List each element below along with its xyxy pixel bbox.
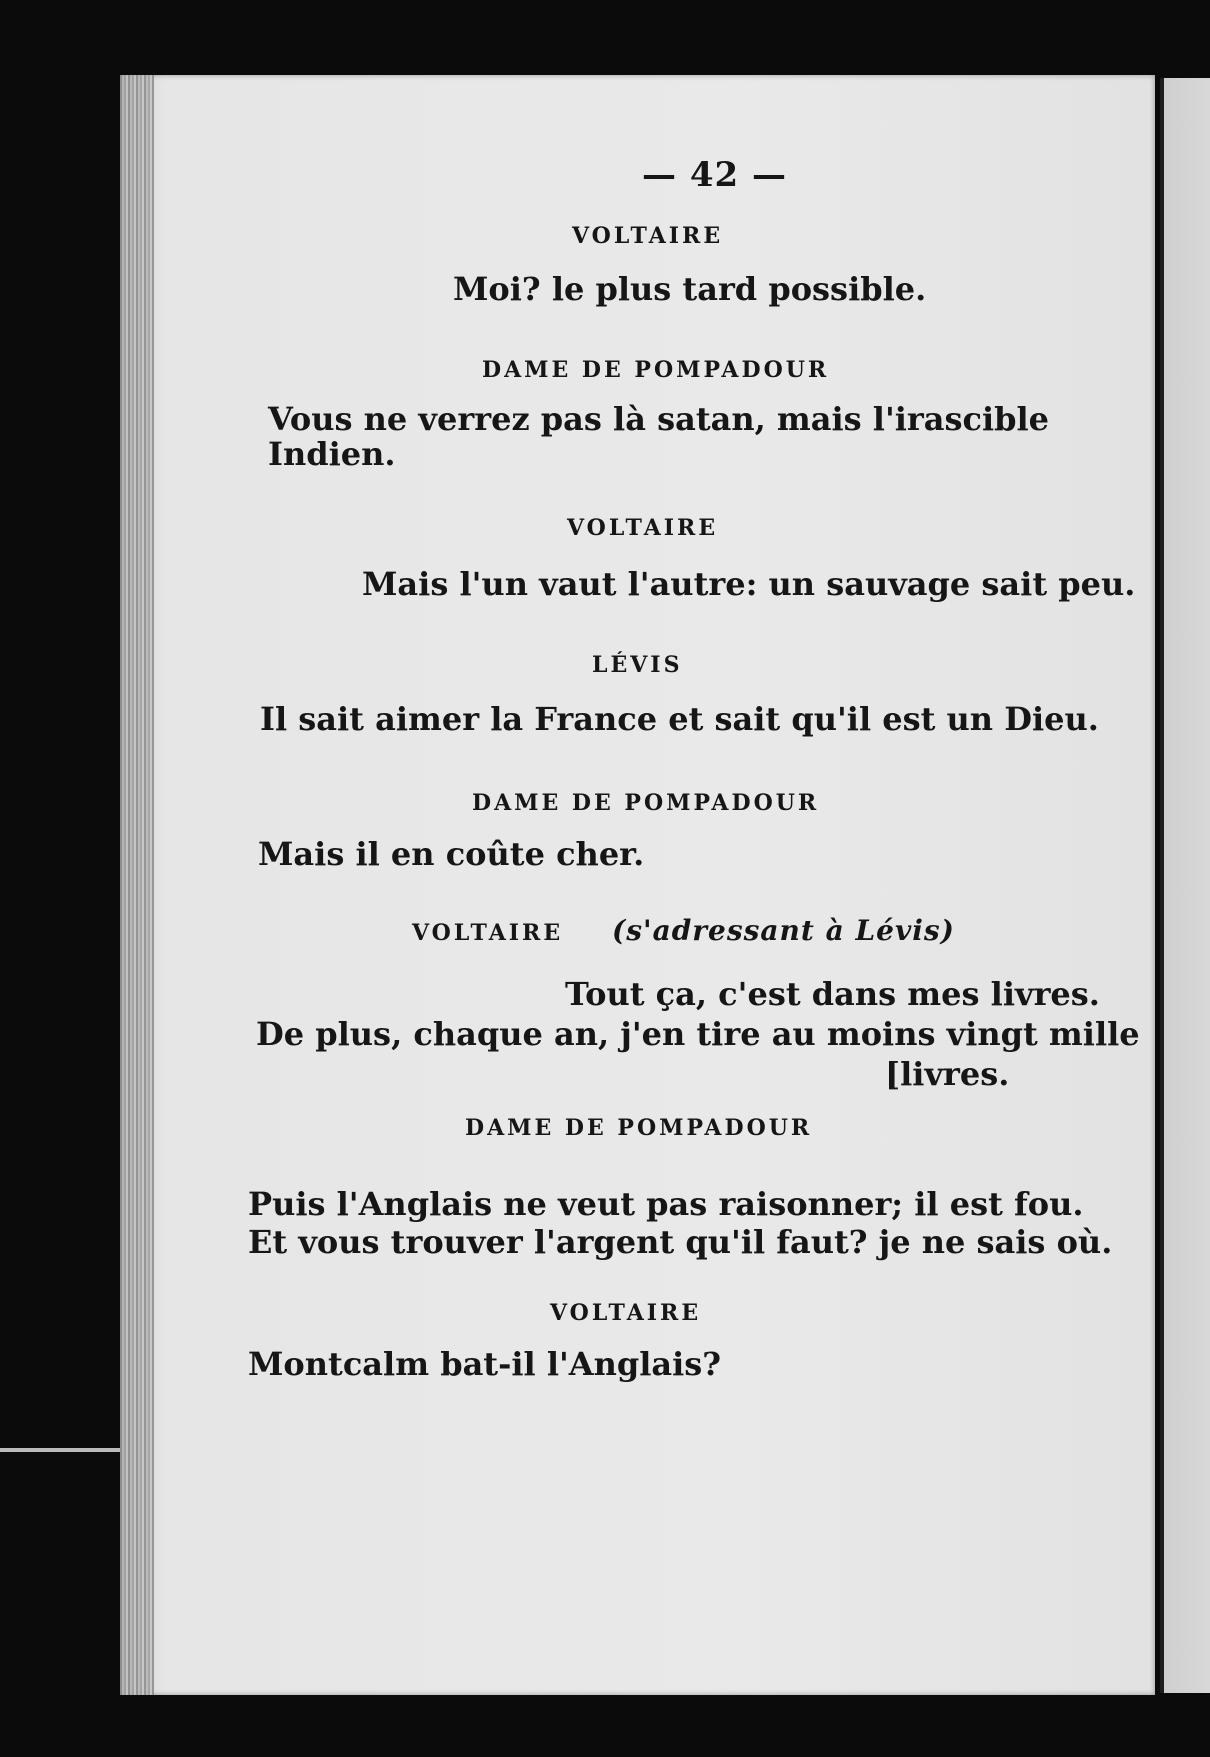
dialogue-line: Moi? le plus tard possible. — [453, 270, 927, 308]
speaker-voltaire-4: VOLTAIRE — [550, 1300, 702, 1326]
dialogue-line: Mais l'un vaut l'autre: un sauvage sait peu. — [362, 565, 1136, 603]
dialogue-line: [livres. — [885, 1055, 1010, 1093]
dialogue-line: Mais il en coûte cher. — [258, 835, 645, 873]
speaker-pompadour-1: DAME DE POMPADOUR — [482, 357, 830, 383]
adjacent-page-edge — [1160, 78, 1210, 1693]
dialogue-line: Vous ne verrez pas là satan, mais l'irascible — [268, 400, 1050, 438]
dialogue-line: Puis l'Anglais ne veut pas raisonner; il est fou. — [248, 1185, 1084, 1223]
speaker-voltaire-3: VOLTAIRE — [412, 920, 564, 946]
speaker-pompadour-3: DAME DE POMPADOUR — [465, 1115, 813, 1141]
scan-artifact — [0, 1448, 128, 1452]
dialogue-line: De plus, chaque an, j'en tire au moins vingt mille — [256, 1015, 1140, 1053]
dialogue-line: Tout ça, c'est dans mes livres. — [565, 975, 1100, 1013]
speaker-voltaire-1: VOLTAIRE — [572, 223, 724, 249]
dialogue-line: Et vous trouver l'argent qu'il faut? je ne sais où. — [248, 1223, 1113, 1261]
speaker-levis: LÉVIS — [592, 652, 683, 678]
dialogue-line: Montcalm bat-il l'Anglais? — [248, 1345, 722, 1383]
dialogue-line: Indien. — [268, 435, 396, 473]
page-number: — 42 — — [642, 155, 787, 195]
page-binding — [120, 75, 154, 1695]
dialogue-line: Il sait aimer la France et sait qu'il est un Dieu. — [260, 700, 1099, 738]
speaker-pompadour-2: DAME DE POMPADOUR — [472, 790, 820, 816]
stage-direction: (s'adressant à Lévis) — [612, 914, 955, 947]
book-page — [120, 75, 1155, 1695]
speaker-voltaire-2: VOLTAIRE — [567, 515, 719, 541]
